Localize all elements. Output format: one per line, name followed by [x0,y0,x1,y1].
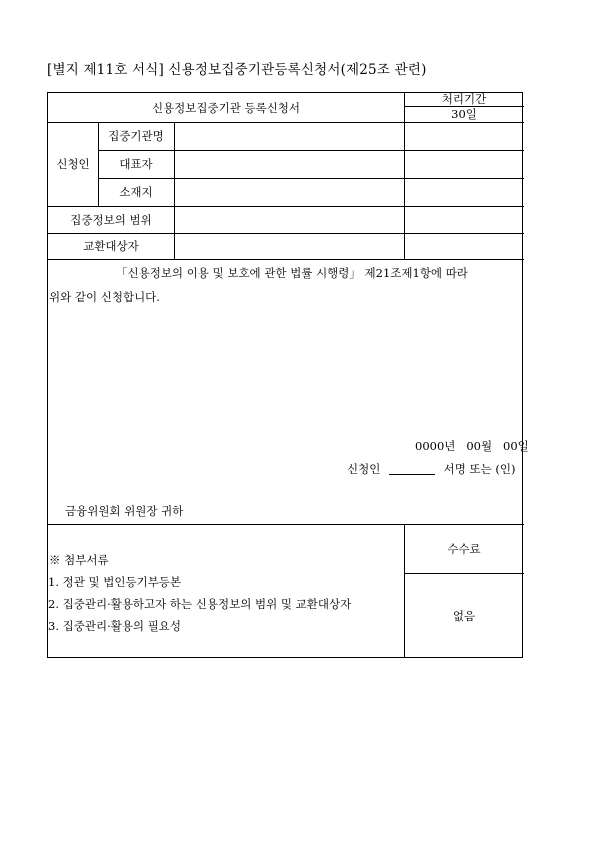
address-extra-field[interactable] [405,179,524,206]
address-field[interactable] [175,179,404,206]
processing-period: 30일 [451,107,477,121]
application-date: 0000년 00월 00일 [415,439,529,453]
signature-blank[interactable] [389,474,435,475]
form-title: [별지 제11호 서식] 신용정보집중기관등록신청서(제25조 관련) [47,62,427,78]
application-statement: 위와 같이 신청합니다. [49,290,160,304]
signature-line [347,461,515,477]
attachment-item: 3. 집중관리·활용의 필요성 [48,619,182,633]
body-divider [48,259,524,260]
legal-basis-text: 「신용정보의 이용 및 보호에 관한 법률 시행령」 제21조제1항에 따라 [116,266,468,280]
representative-label: 대표자 [119,157,153,171]
processing-label: 처리기간 [441,92,487,106]
application-form [47,92,529,658]
scope-field[interactable] [175,207,404,233]
applicant-label: 신청인 [56,157,90,171]
attachments-heading: ※ 첨부서류 [49,553,109,567]
institution-name-field[interactable] [175,123,404,150]
representative-field[interactable] [175,151,404,178]
attachment-item: 2. 집중관리·활용하고자 하는 신용정보의 범위 및 교환대상자 [48,597,352,611]
institution-name-label: 집중기관명 [108,129,164,143]
address-label: 소재지 [119,185,153,199]
addressee: 금융위원회 위원장 귀하 [65,504,184,518]
exchange-extra-field[interactable] [405,234,524,259]
signature-prefix: 신청인 [347,462,381,476]
scope-label: 집중정보의 범위 [70,212,152,227]
exchange-label: 교환대상자 [83,239,139,253]
institution-name-extra-field[interactable] [405,123,524,150]
attachment-item: 1. 정관 및 법인등기부등본 [48,575,182,589]
form-name: 신용정보집중기관 등록신청서 [151,100,301,115]
signature-suffix: 서명 또는 (인) [443,462,516,476]
scope-extra-field[interactable] [405,207,524,233]
fee-label: 수수료 [447,541,481,556]
exchange-field[interactable] [175,234,404,259]
representative-extra-field[interactable] [405,151,524,178]
fee-value: 없음 [452,608,476,623]
